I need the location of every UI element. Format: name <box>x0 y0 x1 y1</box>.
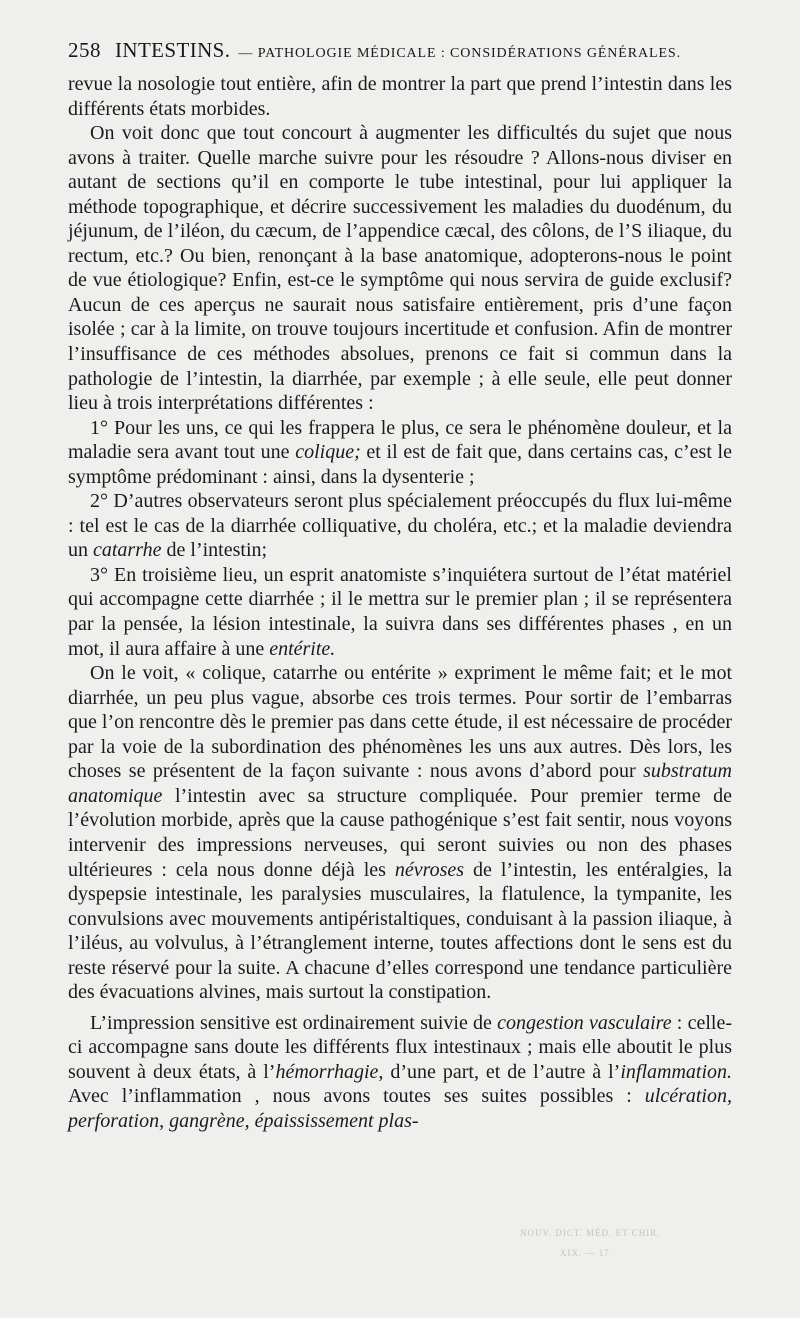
running-title: INTESTINS. <box>115 38 231 62</box>
italic-term: catarrhe <box>93 539 162 562</box>
printer-imprint: NOUV. DICT. MÉD. ET CHIR. <box>520 1228 661 1238</box>
running-subtitle: — PATHOLOGIE MÉDICALE : CONSIDÉRATIONS GÉNÉRALES. <box>238 46 682 61</box>
italic-term: ulcération, perforation, gangrène, épaississement plas- <box>68 1085 732 1132</box>
text-run: L’impression sensitive est ordinairement suivie de <box>90 1011 498 1034</box>
italic-term: névroses <box>394 858 465 881</box>
text-run: 3° En troisième lieu, un esprit anatomiste s’inquiétera surtout de l’état matériel qui accompagne cette diarrhée ; il le mettra sur le premier plan ; il se représentera par la pensée, la lésion intestinale, la suivra dans ses différentes phases , en un mot, il aura affaire à une <box>68 563 732 660</box>
running-header <box>68 38 748 63</box>
text-run: On voit donc que tout concourt à augmenter les difficultés du sujet que nous avons à traiter. Quelle marche suivre pour les résoudre ? Allons-nous diviser en autant de sections qu’il en comporte le tube intestinal, pour lui appliquer la méthode topographique, et décrire successivement les maladies du duodénum, du jéjunum, de l’iléon, du cæcum, de l’appendice cæcal, des côlons, de l’S iliaque, du rectum, etc.? Ou bien, renonçant à la base anatomique, adopterons-nous le point de vue étiologique? Enfin, est-ce le symptôme qui nous servira de guide exclusif? Aucun de ces aperçus ne saurait nous satisfaire entièrement, pris d’une façon isolée ; car à la limite, on trouve toujours incertitude et confusion. Afin de montrer l’insuffisance de ces méthodes absolues, prenons ce fait si commun dans la pathologie de l’intestin, la diarrhée, par exemple ; à elle seule, elle peut donner lieu à trois interprétations différentes : <box>68 122 732 415</box>
paragraph <box>68 72 732 121</box>
italic-term: colique; <box>295 441 361 464</box>
text-run: de l’intestin, les entéralgies, la dyspepsie intestinale, les paralysies musculaires, la flatulence, la tympanite, les convulsions avec mouvements antipéristaltiques, conduisant à la passion iliaque, à l’iléus, au volvulus, à l’étranglement interne, toutes affections dont le sens est du reste réservé pour la suite. A chacune d’elles correspond une tendance particulière des évacuations alvines, mais surtout la constipation. <box>68 858 732 1004</box>
text-run: 2° D’autres observateurs seront plus spécialement préoccupés du flux lui-même : tel est le cas de la diarrhée colliquative, du choléra, etc.; et la maladie deviendra un <box>68 490 732 562</box>
italic-term: substratum anatomique <box>68 760 732 807</box>
paragraph <box>68 121 732 416</box>
text-run: 1° Pour les uns, ce qui les frappera le plus, ce sera le phénomène douleur, et la maladie sera avant tout une <box>68 416 732 464</box>
italic-term: inflammation. <box>620 1060 732 1083</box>
paragraph <box>68 661 732 1005</box>
paragraph <box>68 563 732 661</box>
paragraph <box>68 489 732 563</box>
italic-term: entérite. <box>269 637 336 660</box>
paragraph <box>68 416 732 490</box>
text-run: Avec l’inflammation , nous avons toutes ses suites possibles : <box>68 1085 645 1108</box>
italic-term: congestion vasculaire <box>497 1011 672 1034</box>
text-run: d’une part, et de l’autre à l’ <box>383 1060 621 1083</box>
text-run: de l’intestin; <box>161 539 268 562</box>
italic-term: hémorrhagie, <box>275 1060 384 1083</box>
page-number: 258 <box>68 38 101 62</box>
text-run: On le voit, « colique, catarrhe ou entérite » expriment le même fait; et le mot diarrhée, un peu plus vague, absorbe ces trois termes. Pour sortir de l’embarras que l’on rencontre dès le premier pas dans cette étude, il est nécessaire de procéder par la voie de la subordination des phénomènes les uns aux autres. Dès lors, les choses se présentent de la façon suivante : nous avons d’abord pour <box>68 662 732 783</box>
body-text <box>68 72 732 1134</box>
text-run: : celle-ci accompagne sans doute les différents flux intestinaux ; mais elle aboutit le plus souvent à deux états, à l’ <box>68 1011 732 1083</box>
text-run: revue la nosologie tout entière, afin de montrer la part que prend l’intestin dans les différents états morbides. <box>68 73 732 120</box>
signature-mark: XIX. — 17 <box>560 1248 610 1258</box>
paragraph <box>68 1011 732 1134</box>
text-run: l’intestin avec sa structure compliquée. Pour premier terme de l’évolution morbide, après que la cause pathogénique s’est fait sentir, nous voyons intervenir des impressions nerveuses, qui seront suivies ou non des phases ultérieures : cela nous donne déjà les <box>68 784 732 881</box>
text-run: et il est de fait que, dans certains cas, c’est le symptôme prédominant : ainsi, dans la dysenterie ; <box>68 441 732 488</box>
